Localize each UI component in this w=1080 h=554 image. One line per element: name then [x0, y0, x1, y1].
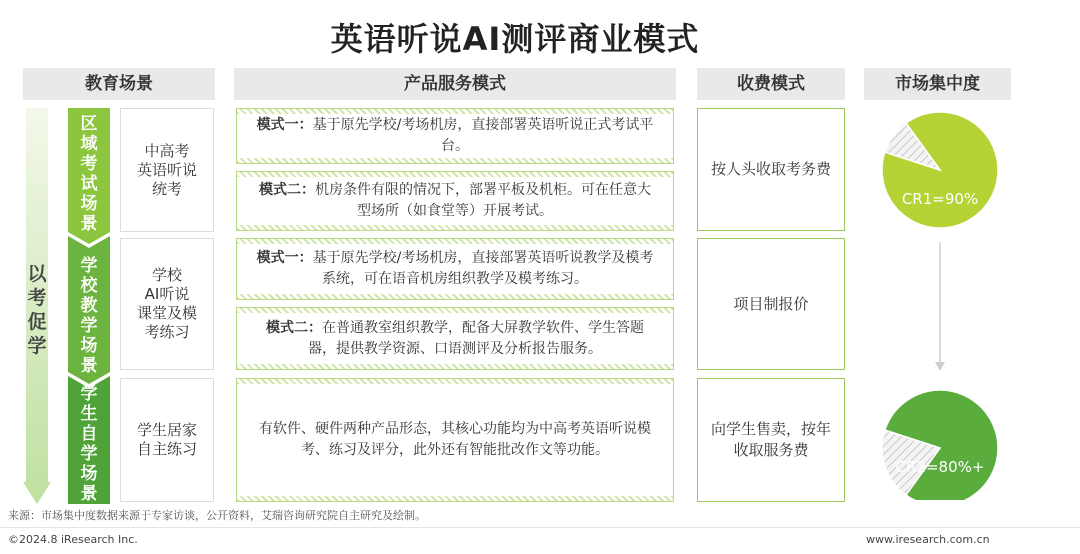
page-title: 英语听说AI测评商业模式	[330, 20, 700, 58]
mode-text: 在普通教室组织教学，配备大屏教学软件、学生答题器，提供教学资源、口语测评及分析报告服务。	[308, 319, 644, 357]
side-char: 考	[27, 287, 47, 309]
label-char: 试	[80, 174, 98, 194]
header-market: 市场集中度	[864, 68, 1011, 100]
scene-box-1: 中高考 英语听说 统考	[120, 108, 214, 232]
scene-box-2: 学校 AI听说 课堂及模 考练习	[120, 238, 214, 370]
mode-box-1-1	[236, 108, 674, 164]
side-char: 学	[27, 335, 47, 357]
side-label	[25, 262, 49, 358]
label-char: 景	[80, 214, 98, 234]
section-label-2	[68, 256, 110, 376]
pie-cr1	[882, 112, 998, 228]
label-char: 场	[80, 464, 98, 484]
mode-prefix: 模式一：	[256, 117, 313, 133]
side-char: 促	[27, 311, 47, 333]
label-char: 学	[80, 256, 98, 276]
mode-text: 基于原先学校/考场机房，直接部署英语听说教学及模考系统，可在语音机房组织教学及模考练习。	[312, 250, 654, 287]
mode-prefix: 模式一：	[256, 250, 313, 266]
footer-divider	[0, 527, 1080, 528]
label-char: 考	[80, 154, 98, 174]
header-scene: 教育场景	[23, 68, 215, 100]
header-fee: 收费模式	[697, 68, 845, 100]
pie-label-cr2: CR2=80%+	[895, 458, 985, 476]
connector-arrow-icon	[935, 362, 945, 371]
section-label-3	[68, 384, 110, 504]
label-char: 教	[80, 296, 98, 316]
fee-box-1: 按人头收取考务费	[697, 108, 845, 231]
source-note: 来源：市场集中度数据来源于专家访谈，公开资料，艾瑞咨询研究院自主研究及绘制。	[8, 509, 426, 522]
market-concentration-pies	[864, 100, 1014, 500]
mode-box-1-2	[236, 171, 674, 231]
label-char: 景	[80, 356, 98, 376]
mode-prefix: 模式二：	[266, 319, 322, 336]
pie-label-cr1: CR1=90%	[901, 190, 979, 208]
label-char: 域	[80, 134, 98, 154]
mode-text: 有软件、硬件两种产品形态，其核心功能均为中高考英语听说模考、练习及评分，此外还有智能批改作文等功能。	[259, 421, 651, 458]
header-product: 产品服务模式	[234, 68, 676, 100]
mode-box-3-1	[236, 378, 674, 502]
side-char: 以	[27, 263, 47, 285]
mode-text: 基于原先学校/考场机房，直接部署英语听说正式考试平台。	[312, 117, 654, 154]
mode-box-2-2	[236, 307, 674, 370]
mode-prefix: 模式二：	[259, 182, 315, 198]
mode-text: 机房条件有限的情况下，部署平板及机柜。可在任意大型场所（如食堂等）开展考试。	[315, 182, 651, 219]
label-char: 景	[80, 484, 98, 504]
footer-website: www.iresearch.com.cn	[866, 533, 990, 546]
pie-cr2	[882, 390, 998, 500]
label-char: 学	[80, 384, 98, 404]
label-char: 自	[80, 424, 98, 444]
scene-box-3: 学生居家 自主练习	[120, 378, 214, 502]
label-char: 校	[80, 276, 98, 296]
section-label-1	[68, 114, 110, 234]
fee-box-2: 项目制报价	[697, 238, 845, 370]
label-char: 场	[80, 336, 98, 356]
label-char: 生	[80, 404, 98, 424]
footer-copyright: ©2024.8 iResearch Inc.	[8, 533, 138, 546]
label-char: 场	[80, 194, 98, 214]
label-char: 学	[80, 316, 98, 336]
label-char: 学	[80, 444, 98, 464]
fee-box-3: 向学生售卖，按年收取服务费	[697, 378, 845, 502]
label-char: 区	[80, 114, 98, 134]
mode-box-2-1	[236, 238, 674, 300]
